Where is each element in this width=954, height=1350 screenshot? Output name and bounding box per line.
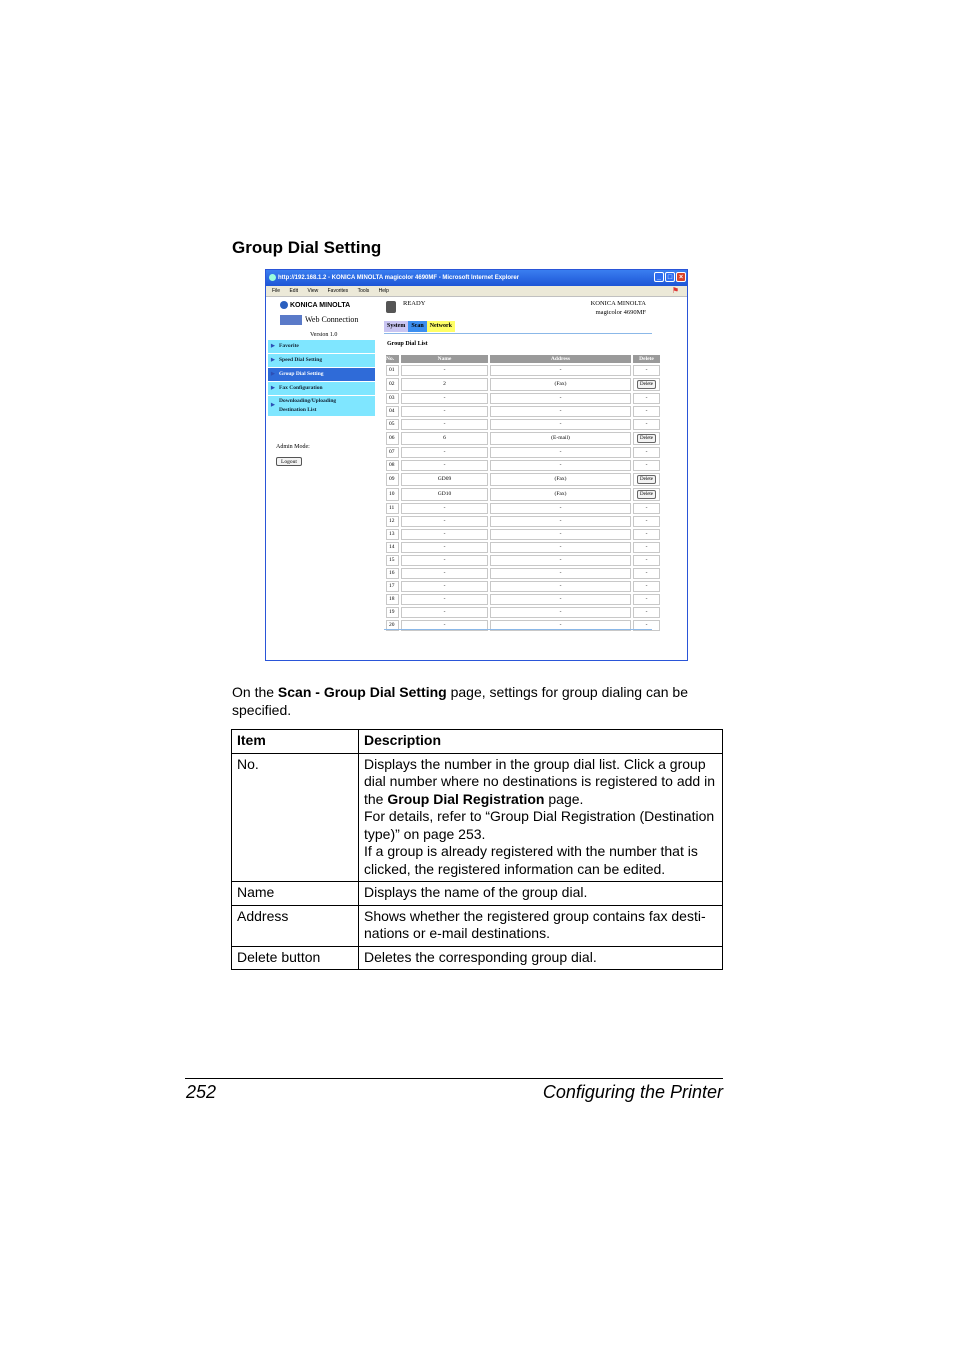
cell-no: 12 <box>386 516 399 527</box>
footer-rule <box>185 1078 723 1079</box>
table-row <box>386 406 660 417</box>
maximize-icon[interactable]: □ <box>665 272 675 282</box>
cell-no: 17 <box>386 581 399 592</box>
cell-address: - <box>490 447 631 458</box>
cell-delete: - <box>633 594 660 605</box>
cell-address: - <box>490 568 631 579</box>
col-name: Name <box>401 355 488 363</box>
cell-name: 2 <box>401 378 488 391</box>
cell-address: - <box>490 529 631 540</box>
cell-name: - <box>401 568 488 579</box>
cell-delete: - <box>633 568 660 579</box>
cell-address: (E-mail) <box>490 432 631 445</box>
arrow-icon: ▶ <box>271 344 275 349</box>
menu-file[interactable]: File <box>272 288 281 294</box>
table-row <box>386 516 660 527</box>
menu-help[interactable]: Help <box>378 288 389 294</box>
cell-no: 13 <box>386 529 399 540</box>
cell-address: - <box>490 516 631 527</box>
cell-delete: - <box>633 365 660 376</box>
arrow-icon: ▶ <box>271 386 275 391</box>
nav-speed-dial-setting[interactable]: ▶ Speed Dial Setting <box>268 354 375 367</box>
printer-model: KONICA MINOLTA magicolor 4690MF <box>590 300 646 316</box>
cell-delete: - <box>633 447 660 458</box>
cell-delete: - <box>633 542 660 553</box>
cell-name: - <box>401 516 488 527</box>
table-row <box>386 473 660 486</box>
cell-address: - <box>490 555 631 566</box>
cell-no: 16 <box>386 568 399 579</box>
cell-address: - <box>490 419 631 430</box>
version-label: Version 1.0 <box>310 332 338 338</box>
cell-address: - <box>490 503 631 514</box>
nav-fax-configuration[interactable]: ▶ Fax Configuration <box>268 382 375 395</box>
divider <box>384 629 652 630</box>
menu-bar <box>266 286 687 297</box>
table-row <box>386 594 660 605</box>
menu-view[interactable]: View <box>307 288 319 294</box>
cell-no: 06 <box>386 432 399 445</box>
nav-download-upload[interactable]: ▶ Downloading/Uploading Destination List <box>268 396 375 416</box>
intro-paragraph: On the Scan - Group Dial Setting page, settings for group dialing can be specified. <box>232 684 688 718</box>
col-no: No. <box>386 355 399 363</box>
cell-no: 15 <box>386 555 399 566</box>
header-description: Description <box>359 730 723 754</box>
table-row <box>386 488 660 501</box>
cell-name: - <box>401 581 488 592</box>
konica-globe-icon <box>280 301 288 309</box>
cell-name: - <box>401 365 488 376</box>
tab-network[interactable]: Network <box>427 321 455 332</box>
cell-no: 19 <box>386 607 399 618</box>
table-row <box>386 529 660 540</box>
table-row <box>386 378 660 391</box>
table-row <box>386 555 660 566</box>
cell-address: - <box>490 581 631 592</box>
table-row <box>386 365 660 376</box>
cell-name: - <box>401 406 488 417</box>
cell-delete: - <box>633 393 660 404</box>
cell-name: 6 <box>401 432 488 445</box>
cell-name: - <box>401 529 488 540</box>
page-number: 252 <box>186 1082 217 1102</box>
table-row <box>386 607 660 618</box>
cell-address: - <box>490 620 631 631</box>
printer-status: READY <box>403 300 426 307</box>
cell-name: - <box>401 460 488 471</box>
cell-name: - <box>401 607 488 618</box>
cell-name: - <box>401 542 488 553</box>
cell-name: - <box>401 419 488 430</box>
table-row <box>386 503 660 514</box>
delete-button[interactable]: Delete <box>637 380 656 389</box>
table-row <box>386 432 660 445</box>
cell-delete: - <box>633 503 660 514</box>
cell-address: (Fax) <box>490 488 631 501</box>
nav-group-dial-setting[interactable]: ▶ Group Dial Setting <box>268 368 375 381</box>
cell-address: - <box>490 393 631 404</box>
cell-address: - <box>490 607 631 618</box>
table-row <box>386 542 660 553</box>
cell-delete: - <box>633 516 660 527</box>
cell-no: 03 <box>386 393 399 404</box>
cell-address: - <box>490 365 631 376</box>
tab-system[interactable]: System <box>384 321 408 332</box>
col-delete: Delete <box>633 355 660 363</box>
cell-delete: - <box>633 620 660 631</box>
browser-screenshot <box>265 269 688 661</box>
header-item: Item <box>232 730 359 754</box>
pagescope-icon <box>280 315 302 325</box>
cell-address: (Fax) <box>490 473 631 486</box>
cell-name: GD09 <box>401 473 488 486</box>
cell-name: - <box>401 503 488 514</box>
cell-address: - <box>490 542 631 553</box>
cell-no: 07 <box>386 447 399 458</box>
admin-mode-label: Admin Mode: <box>276 444 310 450</box>
window-title: http://192.168.1.2 - KONICA MINOLTA magicolor 4690MF - Microsoft Internet Explorer <box>278 275 520 281</box>
konica-logo: KONICA MINOLTA <box>280 301 350 309</box>
table-row <box>386 419 660 430</box>
cell-no: 08 <box>386 460 399 471</box>
windows-flag-icon: ⚑ <box>671 286 679 295</box>
cell-delete: - <box>633 581 660 592</box>
chapter-title: Configuring the Printer <box>542 1082 723 1102</box>
sidebar-nav <box>268 340 375 417</box>
cell-no: 01 <box>386 365 399 376</box>
menu-edit[interactable]: Edit <box>289 288 299 294</box>
table-row <box>386 393 660 404</box>
menu-favorites[interactable]: Favorites <box>327 288 349 294</box>
tab-bar <box>384 321 455 332</box>
cell-delete: - <box>633 607 660 618</box>
pagescope-logo: Web Connection <box>280 315 358 325</box>
cell-no: 18 <box>386 594 399 605</box>
window-titlebar <box>266 270 687 286</box>
cell-no: 04 <box>386 406 399 417</box>
cell-address: - <box>490 460 631 471</box>
cell-name: - <box>401 393 488 404</box>
table-row <box>386 447 660 458</box>
cell-delete: - <box>633 529 660 540</box>
delete-button[interactable]: Delete <box>637 434 656 443</box>
group-dial-list-title: Group Dial List <box>387 341 428 347</box>
cell-no: 09 <box>386 473 399 486</box>
minimize-icon[interactable]: _ <box>654 272 664 282</box>
cell-no: 11 <box>386 503 399 514</box>
cell-delete: - <box>633 406 660 417</box>
table-row: Address Shows whether the registered group contains fax desti-nations or e-mail destinations. <box>232 905 723 946</box>
description-table <box>231 729 723 970</box>
cell-name: - <box>401 555 488 566</box>
group-dial-table <box>384 353 662 633</box>
arrow-icon: ▶ <box>271 358 275 363</box>
arrow-icon: ▶ <box>271 372 275 377</box>
cell-no: 14 <box>386 542 399 553</box>
arrow-icon: ▶ <box>271 403 275 408</box>
nav-favorite[interactable]: ▶ Favorite <box>268 340 375 353</box>
table-row <box>386 581 660 592</box>
divider <box>384 333 652 334</box>
cell-delete: - <box>633 460 660 471</box>
table-row <box>386 568 660 579</box>
table-row <box>386 460 660 471</box>
cell-no: 20 <box>386 620 399 631</box>
cell-no: 05 <box>386 419 399 430</box>
cell-name: - <box>401 594 488 605</box>
delete-button[interactable]: Delete <box>637 490 656 499</box>
col-address: Address <box>490 355 631 363</box>
logout-button[interactable]: Logout <box>276 457 302 466</box>
delete-button[interactable]: Delete <box>637 475 656 484</box>
cell-name: GD10 <box>401 488 488 501</box>
section-title: Group Dial Setting <box>232 238 382 257</box>
table-row: Delete button Deletes the corresponding group dial. <box>232 946 723 970</box>
cell-name: - <box>401 620 488 631</box>
cell-address: - <box>490 406 631 417</box>
cell-delete: - <box>633 419 660 430</box>
tab-scan[interactable]: Scan <box>408 321 426 332</box>
cell-address: - <box>490 594 631 605</box>
cell-name: - <box>401 447 488 458</box>
cell-no: 02 <box>386 378 399 391</box>
cell-delete: - <box>633 555 660 566</box>
ie-icon <box>269 274 276 281</box>
cell-no: 10 <box>386 488 399 501</box>
table-row: No. Displays the number in the group dial list. Click a group dial number where no destinations is registered to add in the Group Dial Registration page. For details, refer to “Group Dial Registration (Destination type)” on page 253. If a group is already registered with the number that is clicked, the registered information can be edited. <box>232 753 723 882</box>
menu-tools[interactable]: Tools <box>357 288 370 294</box>
close-icon[interactable]: × <box>676 272 686 282</box>
table-row: Name Displays the name of the group dial. <box>232 882 723 906</box>
cell-address: (Fax) <box>490 378 631 391</box>
printer-icon <box>386 301 396 313</box>
